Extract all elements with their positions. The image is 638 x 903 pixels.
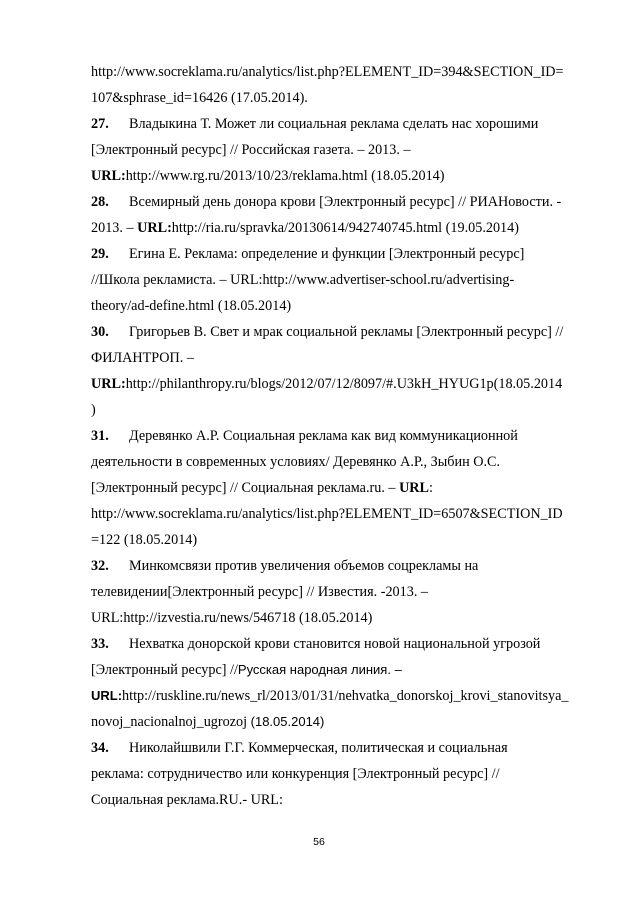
- reference-text: Русская народная линия. –: [237, 662, 402, 677]
- reference-text: Николайшвили Г.Г. Коммерческая, политическая и социальная: [129, 740, 508, 756]
- reference-line: http://www.socreklama.ru/analytics/list.php?ELEMENT_ID=6507&SECTION_ID: [91, 506, 563, 522]
- reference-line: 107&sphrase_id=16426 (17.05.2014).: [91, 90, 308, 106]
- reference-line: телевидении[Электронный ресурс] // Известия. -2013. –: [91, 584, 429, 600]
- reference-32: [91, 557, 478, 575]
- reference-line: деятельности в современных условиях/ Деревянко А.Р., Зыбин О.С.: [91, 454, 501, 470]
- reference-line: [91, 687, 569, 705]
- url-label: URL:: [137, 220, 172, 236]
- reference-number: 31.: [91, 428, 109, 444]
- reference-link: http://philanthropy.ru/blogs/2012/07/12/8097/#.U3kH_HYUG1p(18.05.2014: [125, 376, 563, 392]
- reference-line: [91, 375, 562, 393]
- page-number: 56: [313, 836, 325, 848]
- reference-line: [91, 219, 519, 237]
- reference-28: [91, 193, 561, 211]
- reference-text: Григорьев В. Свет и мрак социальной рекламы [Электронный ресурс] //: [129, 324, 564, 340]
- reference-line: URL:http://izvestia.ru/news/546718 (18.05.2014): [91, 610, 373, 626]
- reference-number: 33.: [91, 636, 109, 652]
- reference-text: Деревянко А.Р. Социальная реклама как вид коммуникационной: [129, 428, 518, 444]
- reference-line: реклама: сотрудничество или конкуренция [Электронный ресурс] //: [91, 766, 500, 782]
- reference-number: 30.: [91, 324, 109, 340]
- url-label: URL:: [91, 688, 123, 703]
- reference-number: 34.: [91, 740, 109, 756]
- reference-text: [Электронный ресурс] // Социальная реклама.ru. –: [91, 480, 400, 496]
- reference-text: Нехватка донорской крови становится новой национальной угрозой: [129, 636, 541, 652]
- reference-number: 28.: [91, 194, 109, 210]
- url-label: URL:: [91, 376, 126, 392]
- reference-text: [Электронный ресурс] //: [91, 662, 238, 678]
- reference-line: //Школа рекламиста. – URL:http://www.advertiser-school.ru/advertising-: [91, 272, 515, 288]
- reference-line: ФИЛАНТРОП. –: [91, 350, 194, 366]
- reference-line: Социальная реклама.RU.- URL:: [91, 792, 283, 808]
- reference-link: http://ruskline.ru/news_rl/2013/01/31/nehvatka_donorskoj_krovi_stanovitsya_: [122, 688, 569, 704]
- reference-line: [91, 479, 433, 497]
- url-label: URL:: [91, 168, 126, 184]
- url-label: URL: [399, 480, 430, 496]
- reference-link: http://www.rg.ru/2013/10/23/reklama.html (18.05.2014): [125, 168, 445, 184]
- reference-31: [91, 427, 518, 445]
- reference-link: http://ria.ru/spravka/20130614/942740745.html (19.05.2014): [171, 220, 519, 236]
- reference-line: http://www.socreklama.ru/analytics/list.php?ELEMENT_ID=394&SECTION_ID=: [91, 64, 564, 80]
- reference-line: ): [91, 402, 96, 418]
- reference-text: Минкомсвязи против увеличения объемов соцрекламы на: [129, 558, 479, 574]
- reference-text: (18.05.2014): [247, 714, 325, 729]
- reference-link: novoj_nacionalnoj_ugrozoj: [91, 714, 248, 730]
- reference-line: [Электронный ресурс] // Российская газета. – 2013. –: [91, 142, 411, 158]
- reference-text: Владыкина Т. Может ли социальная реклама сделать нас хорошими: [129, 116, 539, 132]
- reference-number: 29.: [91, 246, 109, 262]
- reference-34: [91, 739, 508, 757]
- reference-text: :: [429, 480, 433, 496]
- reference-line: =122 (18.05.2014): [91, 532, 198, 548]
- reference-line: [91, 713, 324, 731]
- reference-number: 27.: [91, 116, 109, 132]
- reference-33: [91, 635, 540, 653]
- reference-29: [91, 245, 524, 263]
- reference-text: Егина Е. Реклама: определение и функции [Электронный ресурс]: [129, 246, 525, 262]
- reference-text: 2013. –: [91, 220, 138, 236]
- reference-text: Всемирный день донора крови [Электронный ресурс] // РИАНовости. -: [129, 194, 562, 210]
- reference-line: [91, 167, 444, 185]
- reference-line: theory/ad-define.html (18.05.2014): [91, 298, 292, 314]
- reference-number: 32.: [91, 558, 109, 574]
- reference-27: [91, 115, 538, 133]
- reference-line: [91, 661, 402, 679]
- reference-30: [91, 323, 563, 341]
